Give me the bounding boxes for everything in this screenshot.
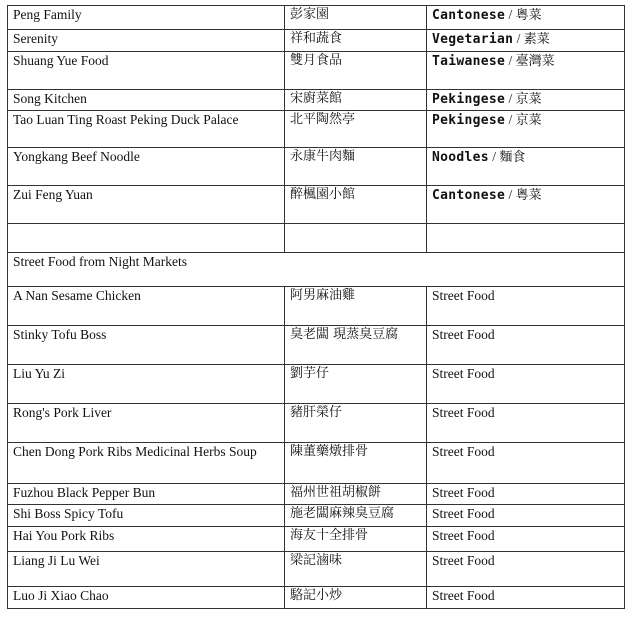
cuisine-cell: Pekingese / 京菜 [427, 90, 625, 111]
street-food-name: Stinky Tofu Boss [8, 326, 285, 365]
table-row [8, 30, 625, 52]
section-heading-row [8, 253, 625, 287]
cuisine-label: Vegetarian [432, 32, 514, 47]
restaurant-chinese-name: 北平陶然亭 [285, 111, 427, 148]
cuisine-label: Pekingese [432, 113, 506, 128]
restaurant-chinese-name: 醉楓園小館 [285, 186, 427, 224]
street-food-category: Street Food [427, 326, 625, 365]
restaurant-name: Serenity [8, 30, 285, 52]
street-food-chinese-name: 臭老闆 現蒸臭豆腐 [285, 326, 427, 365]
restaurant-name: Peng Family [8, 6, 285, 30]
street-food-chinese-name: 梁記滷味 [285, 552, 427, 587]
street-food-name: Rong's Pork Liver [8, 404, 285, 443]
cuisine-label: Taiwanese [432, 54, 506, 69]
street-food-category: Street Food [427, 527, 625, 552]
section-heading: Street Food from Night Markets [8, 253, 625, 287]
table-row [8, 443, 625, 484]
cuisine-cell: Pekingese / 京菜 [427, 111, 625, 148]
table-row [8, 326, 625, 365]
street-food-chinese-name: 豬肝榮仔 [285, 404, 427, 443]
street-food-chinese-name: 劉芋仔 [285, 365, 427, 404]
cuisine-cell: Vegetarian / 素菜 [427, 30, 625, 52]
cuisine-label: Cantonese [432, 8, 506, 23]
cuisine-label-zh: 麵食 [499, 150, 526, 165]
street-food-category: Street Food [427, 552, 625, 587]
street-food-chinese-name: 海友十全排骨 [285, 527, 427, 552]
cuisine-label: Cantonese [432, 188, 506, 203]
street-food-category: Street Food [427, 287, 625, 326]
street-food-category: Street Food [427, 587, 625, 609]
cuisine-label: Pekingese [432, 92, 506, 107]
table-row [8, 505, 625, 527]
cuisine-label-zh: 素菜 [523, 32, 550, 47]
restaurant-name: Tao Luan Ting Roast Peking Duck Palace [8, 111, 285, 148]
cuisine-label-zh: 粵菜 [515, 8, 542, 23]
restaurant-name: Shuang Yue Food [8, 52, 285, 90]
restaurant-name: Zui Feng Yuan [8, 186, 285, 224]
table-row [8, 365, 625, 404]
restaurant-name: Song Kitchen [8, 90, 285, 111]
restaurant-name: Yongkang Beef Noodle [8, 148, 285, 186]
restaurant-table [7, 5, 625, 609]
table-row [8, 111, 625, 148]
table-row [8, 52, 625, 90]
cuisine-cell: Cantonese / 粵菜 [427, 186, 625, 224]
restaurant-chinese-name: 永康牛肉麵 [285, 148, 427, 186]
table-row [8, 287, 625, 326]
table-row [8, 587, 625, 609]
table-row [8, 90, 625, 111]
restaurant-chinese-name: 彭家園 [285, 6, 427, 30]
street-food-chinese-name: 陳董藥燉排骨 [285, 443, 427, 484]
street-food-name: Shi Boss Spicy Tofu [8, 505, 285, 527]
cuisine-cell: Taiwanese / 臺灣菜 [427, 52, 625, 90]
empty-row [8, 224, 625, 253]
street-food-category: Street Food [427, 443, 625, 484]
table-row [8, 527, 625, 552]
street-food-chinese-name: 施老闆麻辣臭豆腐 [285, 505, 427, 527]
table-row [8, 186, 625, 224]
street-food-name: Chen Dong Pork Ribs Medicinal Herbs Soup [8, 443, 285, 484]
street-food-name: A Nan Sesame Chicken [8, 287, 285, 326]
table-row [8, 484, 625, 505]
restaurant-chinese-name: 宋廚菜館 [285, 90, 427, 111]
street-food-category: Street Food [427, 505, 625, 527]
cuisine-label-zh: 京菜 [515, 92, 542, 107]
street-food-category: Street Food [427, 484, 625, 505]
street-food-category: Street Food [427, 365, 625, 404]
cuisine-cell: Noodles / 麵食 [427, 148, 625, 186]
street-food-category: Street Food [427, 404, 625, 443]
street-food-name: Liang Ji Lu Wei [8, 552, 285, 587]
table-row [8, 148, 625, 186]
cuisine-label-zh: 京菜 [515, 113, 542, 128]
street-food-chinese-name: 駱記小炒 [285, 587, 427, 609]
table-row [8, 6, 625, 30]
street-food-name: Liu Yu Zi [8, 365, 285, 404]
table-row [8, 552, 625, 587]
cuisine-label-zh: 粵菜 [515, 188, 542, 203]
street-food-name: Luo Ji Xiao Chao [8, 587, 285, 609]
restaurant-chinese-name: 祥和蔬食 [285, 30, 427, 52]
street-food-name: Hai You Pork Ribs [8, 527, 285, 552]
street-food-chinese-name: 阿男麻油雞 [285, 287, 427, 326]
street-food-chinese-name: 福州世祖胡椒餅 [285, 484, 427, 505]
cuisine-label: Noodles [432, 150, 489, 165]
cuisine-cell: Cantonese / 粵菜 [427, 6, 625, 30]
table-row [8, 404, 625, 443]
restaurant-chinese-name: 雙月食品 [285, 52, 427, 90]
street-food-name: Fuzhou Black Pepper Bun [8, 484, 285, 505]
cuisine-label-zh: 臺灣菜 [515, 54, 555, 69]
